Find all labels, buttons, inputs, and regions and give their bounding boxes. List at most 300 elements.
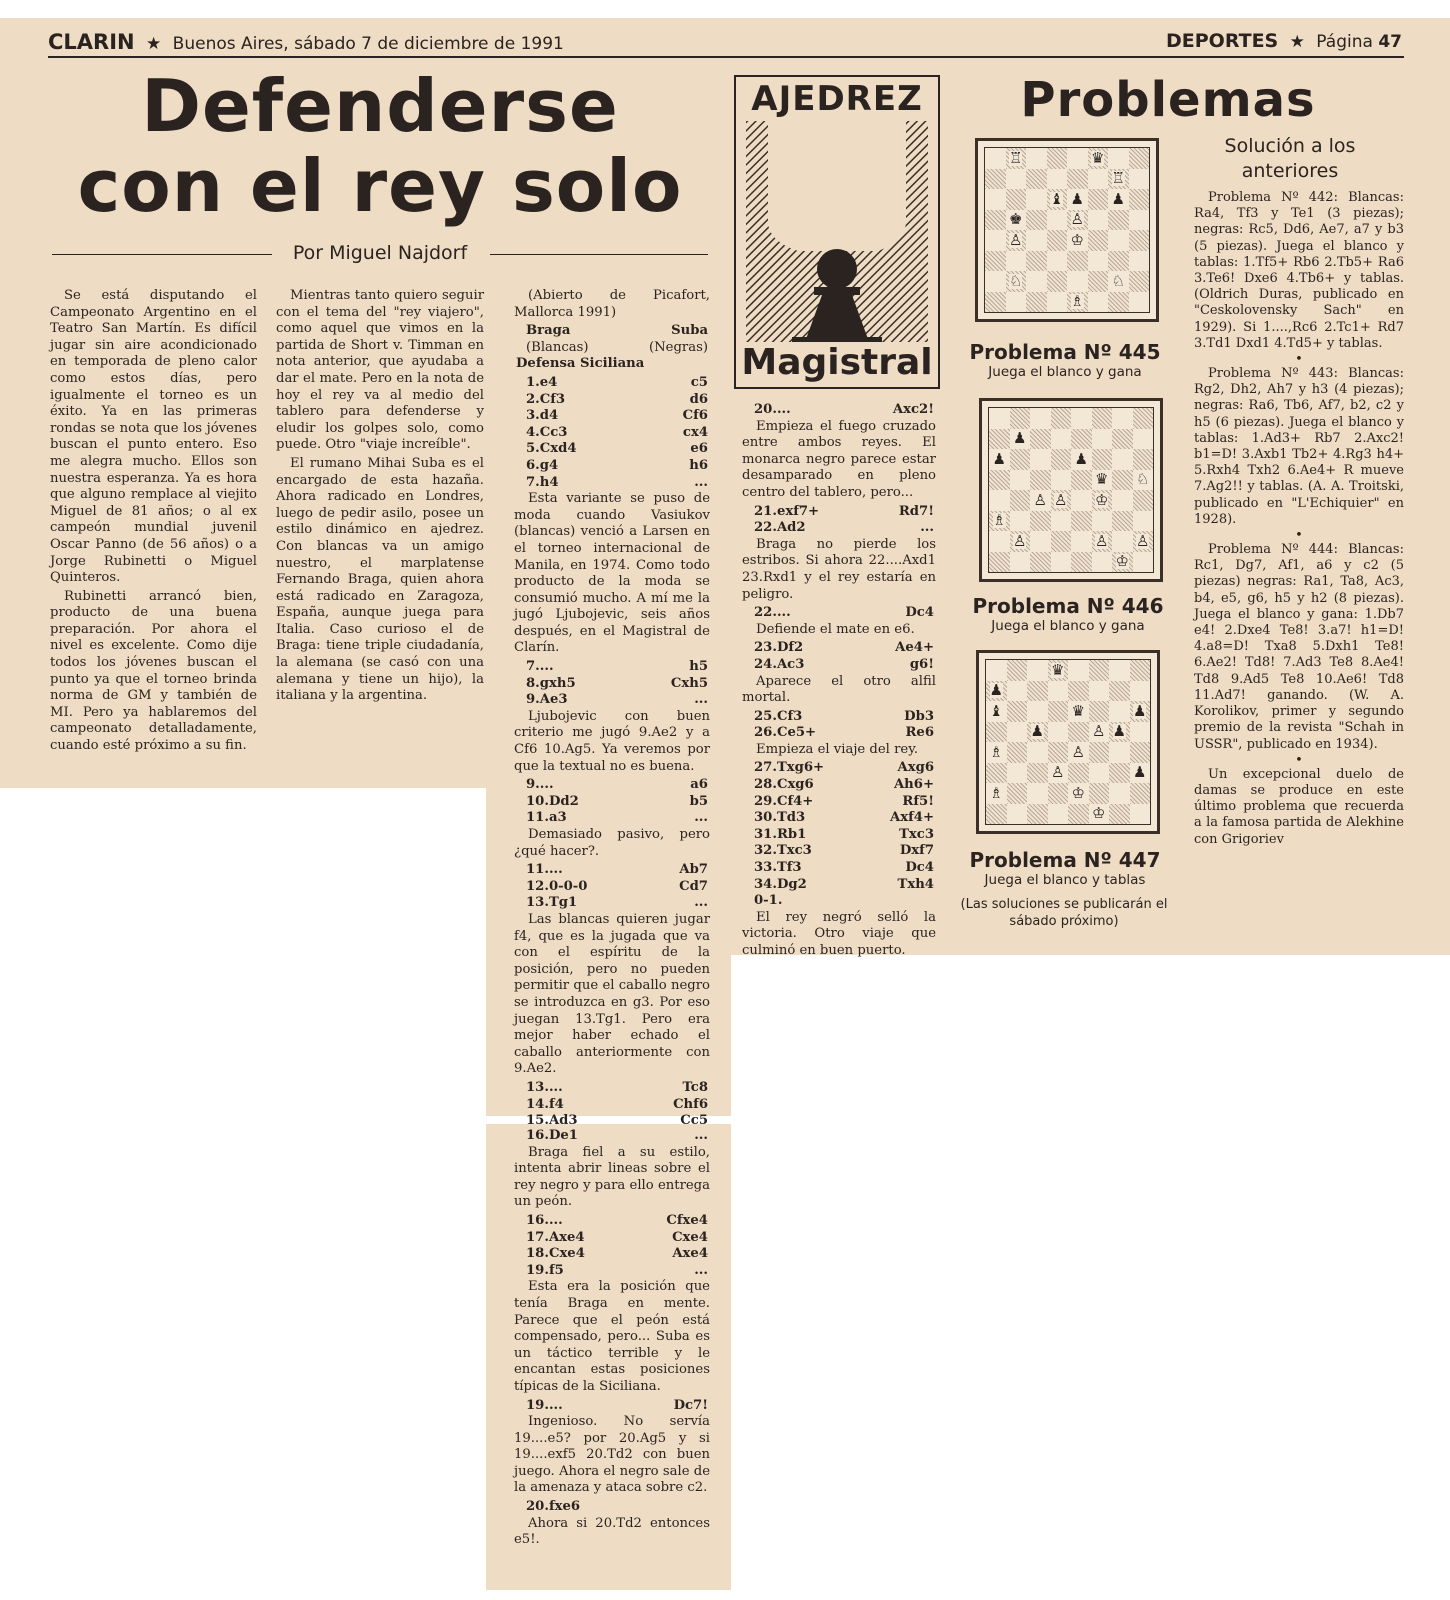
solution-paragraph: Problema Nº 444: Blancas: Rc1, Dg7, Af1, a6 y c2 (5 piezas) negras: Ra1, Ta8, Ac3, b4, e5, g6, h5 y h2 (8 piezas). Juega el blanco y gana: 1.Db7 e4! 2.Dxe4 Te8! 3.a7! h1=D! 4.a8=D! Txa8 5.Dxh1 Te8! 6.Ae2! Td8! 7.Ad3 Te8 8.Ae4! Td8 9.Ad5 Te8 10.Ae6! Td8 11.Ad7! ganando. (W. A. Korolikov, primer y segundo premio de la revista "Schah in USSR", publicado en 1934).: [1194, 542, 1404, 752]
problem-447-caption: Juega el blanco y tablas: [984, 872, 1146, 888]
white-move: 9.Ae3: [526, 692, 568, 708]
move-row: [514, 1097, 710, 1114]
board-square: [1130, 660, 1151, 681]
board-square: [1006, 251, 1027, 272]
board-square: [1108, 148, 1129, 169]
white-move: 10.Dd2: [526, 793, 579, 809]
board-square: [1047, 169, 1068, 190]
board-square: [1047, 271, 1068, 292]
board-square: [1051, 449, 1072, 470]
white-move: 2.Cf3: [526, 391, 566, 407]
black-move: Dc7!: [673, 1397, 708, 1413]
white-move: 6.g4: [526, 457, 559, 473]
chess-board-446: [979, 398, 1163, 582]
chess-piece-icon: ♟: [1074, 449, 1088, 468]
game-comment: Esta variante se puso de moda cuando Vasiukov (blancas) venció a Larsen en el torneo internacional de Manila, en 1974. Como todo producto de la moda se consumió mucho. A mí me la jugó Ljubojevic, seis años después, en el Magistral de Clarín.: [514, 491, 710, 656]
black-move: Re6: [905, 725, 934, 741]
board-square: [1088, 271, 1109, 292]
board-square: [1026, 251, 1047, 272]
board-square: [1010, 470, 1031, 491]
board-square: [1089, 722, 1110, 743]
board-square: [1092, 490, 1113, 511]
board-square: [1026, 189, 1047, 210]
white-move: 28.Cxg6: [754, 777, 814, 793]
board-square: [1051, 470, 1072, 491]
board-square: [989, 449, 1010, 470]
board-square: [1129, 230, 1150, 251]
board-square: [1010, 408, 1031, 429]
board-square: [1010, 511, 1031, 532]
solutions-title: Solución a los anteriores: [1224, 135, 1356, 182]
board-square: [1133, 531, 1154, 552]
black-move: a6: [690, 777, 708, 793]
white-move: 19....: [526, 1397, 563, 1413]
board-square: [1089, 742, 1110, 763]
move-row: [514, 1263, 710, 1280]
board-square: [1129, 189, 1150, 210]
move-row: [514, 879, 710, 896]
article-column-2: [276, 288, 484, 707]
black-move: Axf4+: [890, 810, 934, 826]
board-square: [1133, 470, 1154, 491]
chess-piece-icon: ♔: [1115, 552, 1129, 571]
board-square: [1010, 531, 1031, 552]
white-move: 19.f5: [526, 1262, 564, 1278]
board-square: [1129, 251, 1150, 272]
board-square: [1030, 490, 1051, 511]
white-move: 11.a3: [526, 810, 567, 826]
board-square: [1133, 511, 1154, 532]
board-square: [1010, 429, 1031, 450]
board-square: [1130, 763, 1151, 784]
move-row: [514, 676, 710, 693]
headline-line2: con el rey solo: [77, 144, 683, 228]
board-square: [1092, 429, 1113, 450]
chess-piece-icon: ♟: [1111, 189, 1125, 208]
white-move: 22....: [754, 605, 791, 621]
black-move: Ae4+: [895, 640, 934, 656]
chess-piece-icon: ♟: [1112, 722, 1126, 741]
white-move: 33.Tf3: [754, 860, 802, 876]
move-row: [514, 458, 710, 475]
white-move: 17.Axe4: [526, 1229, 585, 1245]
black-move: ...: [920, 520, 934, 536]
white-move: 4.Cc3: [526, 424, 568, 440]
chess-piece-icon: ♘: [1009, 271, 1023, 290]
board-square: [1051, 408, 1072, 429]
black-move: Ah6+: [893, 777, 934, 793]
board-square: [1030, 429, 1051, 450]
board-square: [1112, 490, 1133, 511]
move-row: [742, 860, 936, 877]
black-move: g6!: [909, 656, 934, 672]
solution-paragraph: Un excepcional duelo de damas se produce en este último problema que recuerda a la famosa partida de Alekhine con Grigoriev: [1194, 766, 1404, 847]
star-icon: ★: [1289, 32, 1305, 52]
white-move: 25.Cf3: [754, 708, 803, 724]
move-row: [514, 895, 710, 912]
opening-name: Defensa Siciliana: [516, 356, 645, 372]
solutions-text: [1194, 190, 1404, 850]
white-move: 30.Td3: [754, 810, 806, 826]
board-square: [1133, 429, 1154, 450]
board-square: [1067, 251, 1088, 272]
board-square: [1092, 552, 1113, 573]
board-square: [1071, 449, 1092, 470]
board-square: [1071, 531, 1092, 552]
problems-title: Problemas: [1020, 72, 1316, 128]
chess-piece-icon: ♗: [989, 742, 1003, 761]
board-square: [1047, 210, 1068, 231]
board-square: [1048, 681, 1069, 702]
move-row: [742, 504, 936, 521]
board-square: [986, 722, 1007, 743]
board-square: [985, 210, 1006, 231]
move-row: [514, 1128, 710, 1145]
chess-piece-icon: ♟: [1133, 763, 1147, 782]
board-square: [1130, 783, 1151, 804]
board-square: [1071, 552, 1092, 573]
black-move: (Negras): [648, 339, 708, 355]
byline: Por Miguel Najdorf: [292, 242, 468, 264]
board-square: [1068, 660, 1089, 681]
board-square: [1088, 230, 1109, 251]
chess-piece-icon: ♛: [1091, 148, 1105, 167]
move-row: [742, 794, 936, 811]
board-square: [1071, 511, 1092, 532]
white-move: 7....: [526, 659, 554, 675]
board-square: [1007, 804, 1028, 825]
board-square: [1027, 681, 1048, 702]
white-move: Braga: [526, 323, 571, 339]
chess-board-445: [975, 138, 1159, 322]
board-square: [1048, 660, 1069, 681]
chess-piece-icon: ♗: [1070, 292, 1084, 311]
move-row: [742, 520, 936, 537]
board-square: [1007, 701, 1028, 722]
move-row: [514, 441, 710, 458]
black-move: ...: [694, 1128, 708, 1143]
section-header: [1166, 30, 1402, 52]
board-square: [1089, 804, 1110, 825]
black-move: ...: [694, 810, 708, 826]
white-move: 23.Df2: [754, 640, 804, 656]
board-square: [1067, 271, 1088, 292]
white-move: 29.Cf4+: [754, 793, 814, 809]
board-square: [1006, 292, 1027, 313]
board-square: [1130, 804, 1151, 825]
move-row: [514, 1499, 710, 1516]
board-square: [1071, 429, 1092, 450]
board-square: [1129, 210, 1150, 231]
board-square: [1109, 742, 1130, 763]
board-square: [1071, 490, 1092, 511]
chess-piece-icon: ♖: [1009, 148, 1023, 167]
game-comment: Empieza el fuego cruzado entre ambos reyes. El monarca negro parece estar desamparado en pleno centro del tablero, pero...: [742, 418, 936, 500]
board-square: [1112, 429, 1133, 450]
white-move: 32.Txc3: [754, 843, 812, 859]
move-row: [514, 794, 710, 811]
chess-piece-icon: ♙: [1009, 230, 1023, 249]
black-move: Txc3: [899, 826, 934, 842]
board-square: [1006, 210, 1027, 231]
board-square: [1030, 511, 1051, 532]
chess-piece-icon: ♟: [1133, 701, 1147, 720]
black-move: cx4: [682, 424, 708, 440]
chess-piece-icon: ♟: [989, 681, 1003, 700]
board-square: [1006, 230, 1027, 251]
dateline: Buenos Aires, sábado 7 de diciembre de 1991: [172, 34, 564, 54]
board-square: [1006, 169, 1027, 190]
move-row: [514, 659, 710, 676]
board-square: [1048, 763, 1069, 784]
board-square: [1068, 742, 1089, 763]
move-row: [742, 893, 936, 910]
solutions-note: (Las soluciones se publicarán el sábado próximo): [960, 897, 1168, 929]
chess-piece-icon: ♟: [992, 449, 1006, 468]
chess-piece-icon: ♙: [1092, 722, 1106, 741]
chess-piece-icon: ♛: [1051, 660, 1065, 679]
move-row: [742, 709, 936, 726]
chess-piece-icon: ♙: [1013, 531, 1027, 550]
board-square: [1007, 763, 1028, 784]
game-comment: Demasiado pasivo, pero ¿qué hacer?.: [514, 827, 710, 859]
board-square: [1129, 148, 1150, 169]
paragraph: El rumano Mihai Suba es el encargado de esta hazaña. Ahora radicado en Londres, luego de pedir asilo, posee un estilo dinámico en ajedrez. Con blancas va un amigo nuestro, el marplatense Fernando Braga, quien ahora está radicado en Zaragoza, España, aunque juega para Italia. Caso curioso el de Braga: tiene triple ciudadanía, la alemana (se casó con una alemana y tiene un hijo), la italiana y la argentina.: [276, 455, 484, 704]
board-square: [989, 470, 1010, 491]
board-square: [1108, 169, 1129, 190]
board-square: [1133, 552, 1154, 573]
board-square: [1068, 681, 1089, 702]
white-move: 26.Ce5+: [754, 725, 817, 741]
white-move: 13.Tg1: [526, 895, 578, 911]
chess-piece-icon: ♙: [1071, 742, 1085, 761]
game-column-1: [514, 288, 710, 1130]
board-square: [1071, 470, 1092, 491]
chess-piece-icon: ♙: [1051, 763, 1065, 782]
black-move: Db3: [904, 708, 934, 724]
white-move: 34.Dg2: [754, 876, 807, 892]
byline-rule-right: [490, 254, 708, 255]
board-square: [986, 681, 1007, 702]
board-square: [1071, 408, 1092, 429]
board-square: [1088, 148, 1109, 169]
chess-piece-icon: ♛: [1071, 701, 1085, 720]
board-square: [1047, 189, 1068, 210]
board-square: [1133, 449, 1154, 470]
board-square: [1112, 408, 1133, 429]
board-square: [989, 429, 1010, 450]
board-square: [1051, 429, 1072, 450]
board-square: [1088, 169, 1109, 190]
black-move: ...: [694, 1262, 708, 1278]
board-square: [1112, 470, 1133, 491]
move-row: [514, 408, 710, 425]
board-square: [986, 783, 1007, 804]
move-row: [514, 1230, 710, 1247]
board-square: [1109, 804, 1130, 825]
board-square: [1088, 210, 1109, 231]
move-row: [514, 810, 710, 827]
board-square: [986, 804, 1007, 825]
board-square: [989, 511, 1010, 532]
black-move: Txh4: [897, 876, 934, 892]
chess-piece-icon: ♔: [1095, 490, 1109, 509]
black-move: Ab7: [679, 862, 708, 878]
board-square: [1026, 271, 1047, 292]
game-comment: Empieza el viaje del rey.: [756, 741, 919, 757]
move-row: [742, 605, 936, 622]
chess-piece-icon: ♗: [989, 783, 1003, 802]
white-move: 3.d4: [526, 408, 559, 424]
problem-445-title: Problema Nº 445: [969, 340, 1161, 364]
board-square: [989, 408, 1010, 429]
board-square: [1067, 210, 1088, 231]
solution-paragraph: Problema Nº 442: Blancas: Ra4, Tf3 y Te1 (3 piezas); negras: Rc5, Dd6, Ae7, a7 y b3 (5 piezas). Juega el blanco y tablas: 1.Tf5+ Rb6 2.Tb5+ Ra6 3.Te6! Dxe6 4.Tb6+ y tablas. (Oldrich Duras, publicado en "Ceskolovensky Sach" en 1929). Si 1....,Rc6 2.Tc1+ Rd7 3.Td1 Dxd1 4.Td5+ y tablas.: [1194, 190, 1404, 351]
board-square: [1089, 763, 1110, 784]
white-move: 1.e4: [526, 374, 558, 390]
white-move: 22.Ad2: [754, 520, 806, 536]
black-move: Cc5: [680, 1113, 708, 1129]
board-square: [1089, 701, 1110, 722]
white-move: 9....: [526, 777, 554, 793]
board-square: [1030, 531, 1051, 552]
board-square: [1130, 701, 1151, 722]
board-square: [1088, 292, 1109, 313]
board-square: [1048, 742, 1069, 763]
chess-board-447: [976, 650, 1160, 834]
headline: [50, 66, 710, 226]
chess-piece-icon: ♖: [1111, 169, 1125, 188]
move-row: [514, 323, 710, 340]
board-square: [985, 148, 1006, 169]
white-move: 31.Rb1: [754, 826, 807, 842]
board-square: [1108, 271, 1129, 292]
board-square: [989, 490, 1010, 511]
board-square: [1109, 783, 1130, 804]
board-square: [1112, 449, 1133, 470]
solution-paragraph: Problema Nº 443: Blancas: Rg2, Dh2, Ah7 y h3 (4 piezas); negras: Ra6, Tb6, Af7, b2, c2 y h5 (6 piezas). Juega el blanco y tablas: 1.Ad3+ Rb7 2.Axc2! b1=D! 3.Axb1 Tb2+ 4.Rg3 h4+ 5.Rxh4 Txh2 6.Ae4+ R mueve 7.Ag2!! y tablas. (A. A. Troitski, publicado en "L'Echiquier" en 1928).: [1194, 366, 1404, 527]
board-square: [1030, 470, 1051, 491]
board-square: [1030, 449, 1051, 470]
board-square: [985, 230, 1006, 251]
white-move: 0-1.: [754, 893, 783, 909]
bullet-separator: •: [1295, 528, 1303, 544]
white-move: 20.fxe6: [526, 1499, 581, 1515]
chess-piece-icon: ♙: [1054, 490, 1068, 509]
move-row: [742, 725, 936, 742]
black-move: Dc4: [905, 860, 934, 876]
move-row: [742, 877, 936, 894]
board-square: [1026, 230, 1047, 251]
game-column-3: [742, 402, 936, 962]
white-move: 13....: [526, 1079, 563, 1095]
board-square: [1109, 660, 1130, 681]
chess-piece-icon: ♙: [1095, 531, 1109, 550]
game-comment: Ahora si 20.Td2 entonces e5!.: [514, 1515, 710, 1548]
move-row: [514, 1398, 710, 1415]
move-row: [514, 862, 710, 879]
black-move: Chf6: [673, 1096, 708, 1112]
board-square: [1092, 470, 1113, 491]
board-square: [1051, 552, 1072, 573]
board-square: [985, 251, 1006, 272]
board-square: [1007, 681, 1028, 702]
board-square: [1006, 271, 1027, 292]
game-comment: Esta era la posición que tenía Braga en mente. Parece que el peón está compensado, pero... Suba es un táctico terrible y le encantan estas posiciones típicas de la Siciliana.: [514, 1279, 710, 1394]
board-square: [1130, 681, 1151, 702]
chess-piece-icon: ♙: [1033, 490, 1047, 509]
paper-name: CLARIN: [48, 30, 135, 54]
board-square: [985, 169, 1006, 190]
move-row: [742, 657, 936, 674]
board-square: [1088, 189, 1109, 210]
board-square: [1089, 783, 1110, 804]
board-square: [1007, 783, 1028, 804]
black-move: Tc8: [682, 1079, 708, 1095]
board-square: [1068, 783, 1089, 804]
board-square: [986, 742, 1007, 763]
move-row: [742, 827, 936, 844]
chess-piece-icon: ♘: [1136, 470, 1150, 489]
game-comment: Ljubojevic con buen criterio me jugó 9.Ae2 y a Cf6 10.Ag5. Ya veremos por que la textual no es buena.: [514, 708, 710, 774]
black-move: Axg6: [897, 760, 934, 776]
board-square: [1027, 763, 1048, 784]
chess-piece-icon: ♔: [1092, 804, 1106, 823]
pawn-icon: [738, 121, 936, 351]
board-square: [1067, 230, 1088, 251]
white-move: 5.Cxd4: [526, 441, 577, 457]
board-square: [1027, 742, 1048, 763]
white-move: 18.Cxe4: [526, 1246, 585, 1262]
logo-bottom-text: Magistral: [736, 342, 938, 383]
board-square: [1129, 271, 1150, 292]
logo-top-text: AJEDREZ: [751, 79, 923, 119]
game-comment: Braga no pierde los estribos. Si ahora 22....Axd1 23.Rxd1 y el rey estaría en peligro.: [742, 536, 936, 602]
board-square: [1130, 722, 1151, 743]
board-square: [1067, 148, 1088, 169]
board-square: [1026, 169, 1047, 190]
board-square: [1068, 763, 1089, 784]
board-square: [1109, 763, 1130, 784]
board-square: [1109, 722, 1130, 743]
board-square: [1088, 251, 1109, 272]
board-square: [1007, 660, 1028, 681]
board-square: [1133, 490, 1154, 511]
board-square: [1092, 531, 1113, 552]
board-square: [1048, 722, 1069, 743]
board-square: [1026, 292, 1047, 313]
black-move: Axe4: [672, 1246, 708, 1262]
board-square: [1067, 292, 1088, 313]
black-move: h5: [689, 659, 708, 675]
ajedrez-magistral-logo: [734, 75, 940, 389]
byline-rule-left: [52, 254, 272, 255]
chess-piece-icon: ♙: [1136, 531, 1150, 550]
paragraph: Mientras tanto quiero seguir con el tema del "rey viajero", como aquel que vimos en la partida de Short v. Timman en nota anterior, que ayudaba a dar el mate. Pero en la nota de hoy el rey va al medio del tablero para defenderse y eludir los golpes solo, como puede. Otro "viaje increíble".: [276, 288, 484, 453]
header-rule: [48, 56, 1404, 58]
board-square: [1006, 148, 1027, 169]
black-move: Cd7: [679, 878, 708, 894]
board-square: [1068, 701, 1089, 722]
black-move: Rd7!: [898, 503, 934, 519]
board-square: [1068, 804, 1089, 825]
game-comment: Defiende el mate en e6.: [756, 621, 915, 637]
black-move: Cf6: [682, 408, 708, 424]
board-square: [1129, 292, 1150, 313]
chess-piece-icon: ♝: [989, 701, 1003, 720]
board-square: [1047, 230, 1068, 251]
board-square: [1068, 722, 1089, 743]
